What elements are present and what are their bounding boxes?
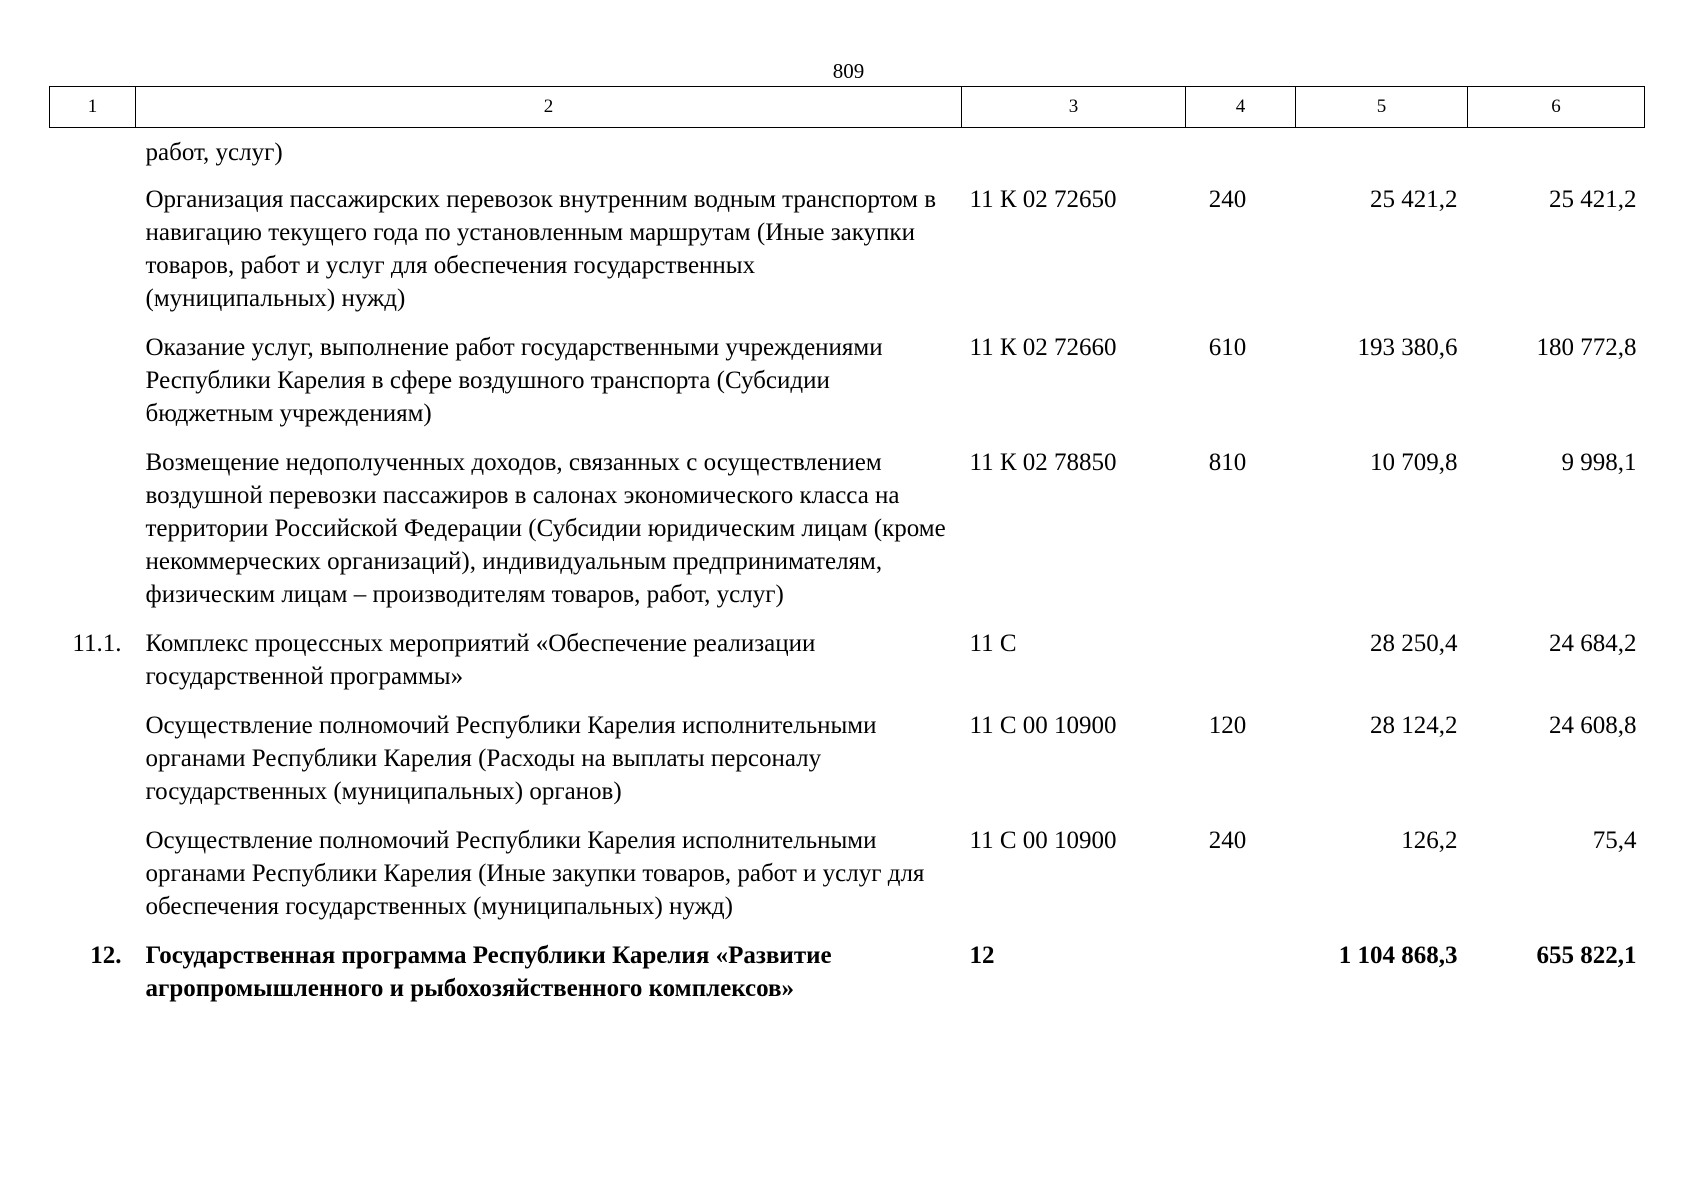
row-name: Государственная программа Республики Карелия «Развитие агропромышленного и рыбохозяйственного комплексов» (145, 942, 832, 1002)
row-code: 11 К 02 72650 (969, 186, 1117, 213)
row-number: 11.1. (72, 630, 122, 657)
row-expense-type (1186, 128, 1296, 184)
row-name: Осуществление полномочий Республики Карелия исполнительными органами Республики Карелия (Иные закупки товаров, работ и услуг для обеспечения государственных (муниципальных) нужд) (145, 827, 925, 920)
row-amount-2: 25 421,2 (1549, 186, 1637, 213)
row-code (962, 128, 1186, 184)
row-expense-type: 810 (1208, 449, 1247, 476)
row-amount-2: 655 822,1 (1536, 942, 1637, 969)
table-row-program-total (50, 939, 1645, 1021)
row-amount-1: 25 421,2 (1370, 186, 1458, 213)
table-row (50, 183, 1645, 331)
row-amount-2: 75,4 (1592, 827, 1637, 854)
row-amount-1: 126,2 (1401, 827, 1458, 854)
table-row (50, 128, 1645, 184)
row-name: Осуществление полномочий Республики Карелия исполнительными органами Республики Карелия (Расходы на выплаты персоналу государственных (муниципальных) органов) (145, 712, 877, 805)
header-col-3: 3 (962, 87, 1186, 128)
row-amount-2: 180 772,8 (1536, 334, 1637, 361)
header-col-1: 1 (50, 87, 136, 128)
row-number: 12. (90, 942, 122, 969)
header-col-6: 6 (1468, 87, 1645, 128)
page-number: 809 (832, 59, 865, 83)
row-expense-type: 610 (1208, 334, 1247, 361)
row-amount-1: 28 124,2 (1370, 712, 1458, 739)
row-amount-1: 193 380,6 (1357, 334, 1458, 361)
row-amount-1: 1 104 868,3 (1338, 942, 1458, 969)
row-amount-1 (1296, 128, 1468, 184)
row-expense-type (1186, 627, 1296, 709)
row-name: Возмещение недополученных доходов, связанных с осуществлением воздушной перевозки пассажиров в салонах экономического класса на территории Российской Федерации (Субсидии юридическим лицам (кроме некоммерческих организаций), индивидуальным предпринимателям, физическим лицам – производителям товаров, работ, услуг) (145, 449, 946, 608)
row-name: Оказание услуг, выполнение работ государственными учреждениями Республики Карелия в сфере воздушного транспорта (Субсидии бюджетным учреждениям) (145, 334, 883, 427)
table-row (50, 627, 1645, 709)
budget-table (49, 86, 1645, 1021)
table-header-row (50, 87, 1645, 128)
table-row (50, 446, 1645, 627)
row-number (50, 709, 136, 824)
row-number (50, 824, 136, 939)
row-code: 11 К 02 78850 (969, 449, 1117, 476)
row-name: Комплекс процессных мероприятий «Обеспечение реализации государственной программы» (145, 630, 816, 690)
row-name: работ, услуг) (145, 139, 283, 166)
row-expense-type (1186, 939, 1296, 1021)
header-col-2: 2 (136, 87, 962, 128)
row-number (50, 446, 136, 627)
row-amount-2: 9 998,1 (1561, 449, 1637, 476)
row-amount-2: 24 684,2 (1549, 630, 1637, 657)
row-number (50, 331, 136, 446)
row-code: 12 (969, 942, 995, 969)
row-amount-2: 24 608,8 (1549, 712, 1637, 739)
row-name: Организация пассажирских перевозок внутренним водным транспортом в навигацию текущего года по установленным маршрутам (Иные закупки товаров, работ и услуг для обеспечения государственных (муниципальных) нужд) (145, 186, 937, 312)
header-col-4: 4 (1186, 87, 1296, 128)
row-code: 11 С (969, 630, 1017, 657)
row-code: 11 С 00 10900 (969, 827, 1117, 854)
header-col-5: 5 (1296, 87, 1468, 128)
row-code: 11 С 00 10900 (969, 712, 1117, 739)
table-row (50, 824, 1645, 939)
row-expense-type: 120 (1208, 712, 1247, 739)
table-row (50, 709, 1645, 824)
row-amount-2 (1468, 128, 1645, 184)
row-amount-1: 10 709,8 (1370, 449, 1458, 476)
row-number (50, 128, 136, 184)
row-number (50, 183, 136, 331)
table-row (50, 331, 1645, 446)
row-expense-type: 240 (1208, 827, 1247, 854)
row-expense-type: 240 (1208, 186, 1247, 213)
row-amount-1: 28 250,4 (1370, 630, 1458, 657)
row-code: 11 К 02 72660 (969, 334, 1117, 361)
